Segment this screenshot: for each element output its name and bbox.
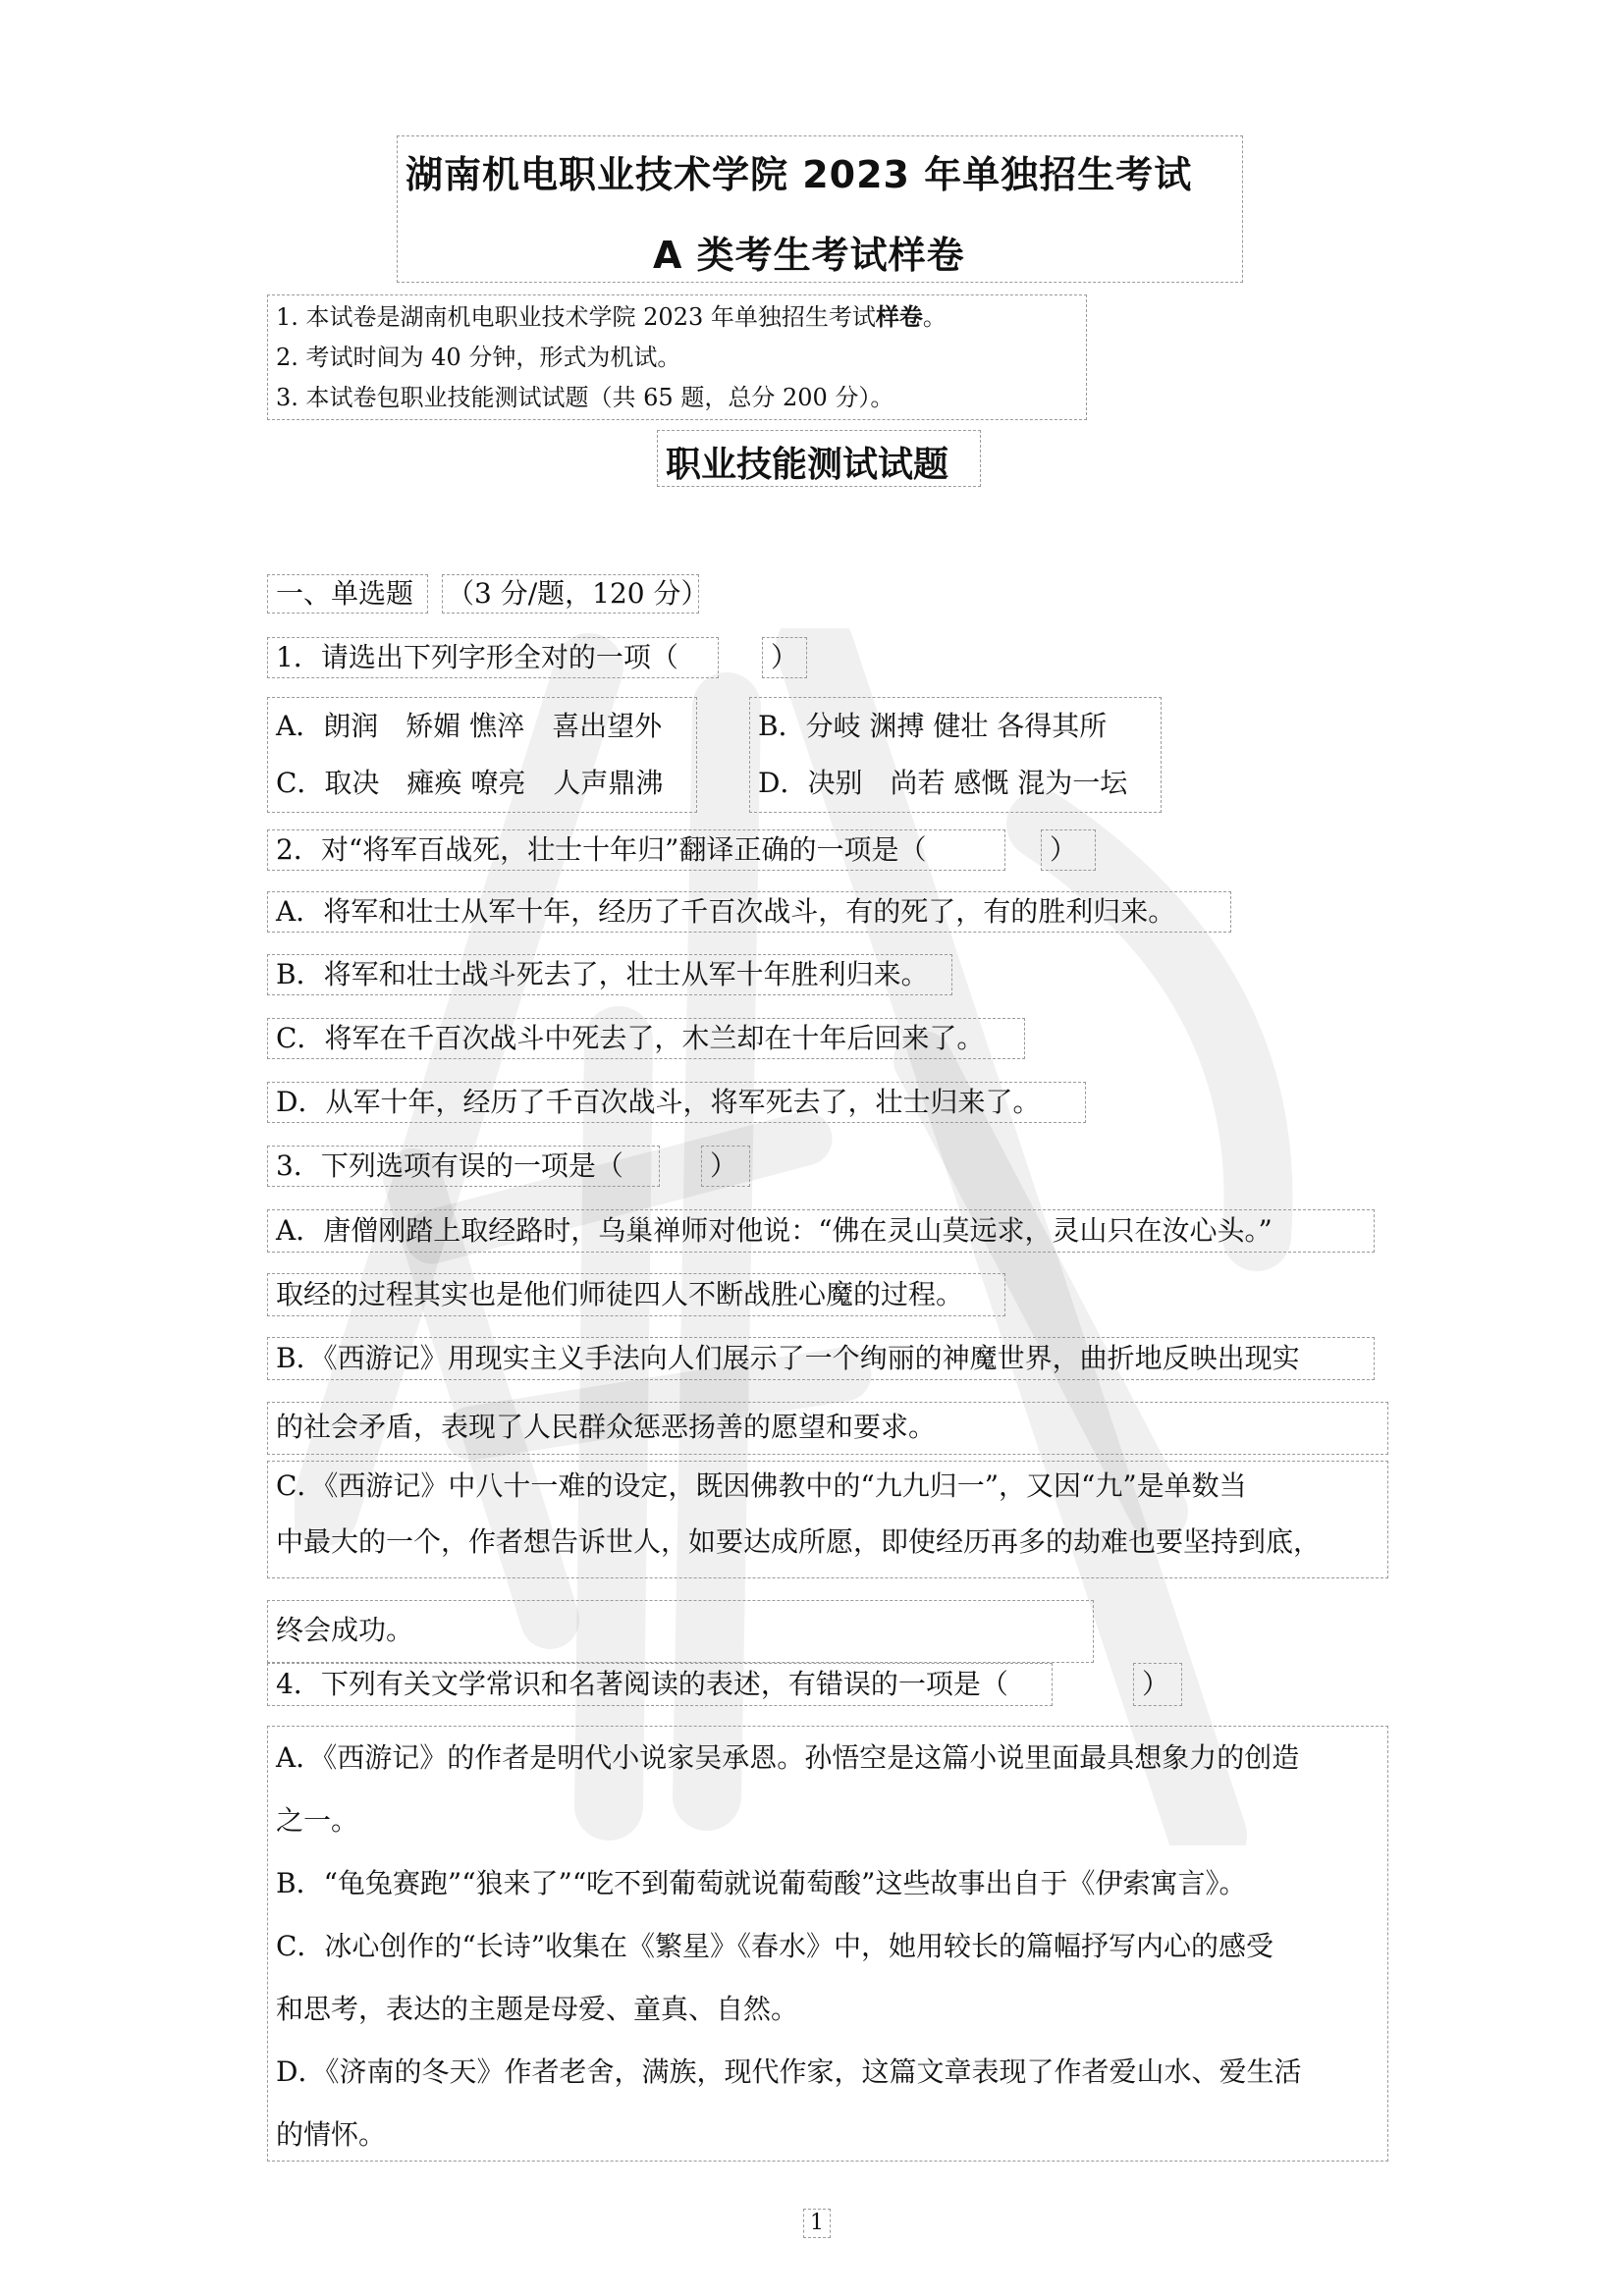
section1-label: 一、单选题: [267, 574, 428, 614]
q3-option-b-line1: B．《西游记》用现实主义手法向人们展示了一个绚丽的神魔世界，曲折地反映出现实: [267, 1337, 1375, 1380]
q3-option-c-line2: 中最大的一个，作者想告诉世人，如要达成所愿，即使经历再多的劫难也要坚持到底，: [276, 1525, 1322, 1558]
note-1-end: 。: [922, 303, 947, 331]
q1-stem: 1．请选出下列字形全对的一项（: [267, 637, 719, 678]
note-2: 2. 考试时间为 40 分钟，形式为机试。: [276, 344, 681, 371]
q2-option-a: A．将军和壮士从军十年，经历了千百次战斗，有的死了，有的胜利归来。: [267, 891, 1231, 933]
q1-options-left: [267, 697, 697, 813]
q4-line-5: 和思考，表达的主题是母爱、童真、自然。: [276, 1993, 799, 2025]
q3-option-c-line1: C．《西游记》中八十一难的设定，既因佛教中的“九九归一”，又因“九”是单数当: [276, 1469, 1247, 1502]
q4-line-1: A．《西游记》的作者是明代小说家吴承恩。孙悟空是这篇小说里面最具想象力的创造: [276, 1741, 1300, 1774]
note-3: 3. 本试卷包职业技能测试试题（共 65 题，总分 200 分）。: [276, 384, 894, 411]
q3-option-c-line3: 终会成功。: [267, 1600, 1094, 1663]
q2-option-c: C．将军在千百次战斗中死去了，木兰却在十年后回来了。: [267, 1018, 1025, 1059]
q4-line-4: C．冰心创作的“长诗”收集在《繁星》《春水》中，她用较长的篇幅抒写内心的感受: [276, 1930, 1274, 1962]
exam-notes: [267, 294, 1087, 420]
q2-stem: 2．对“将军百战死，壮士十年归”翻译正确的一项是（: [267, 829, 1005, 871]
q1-option-d: D．决别 尚若 感慨 混为一坛: [758, 767, 1128, 799]
note-1-text: 1. 本试卷是湖南机电职业技术学院 2023 年单独招生考试: [276, 303, 876, 331]
doc-title-line2: A 类考生考试样卷: [653, 234, 965, 277]
q1-option-c: C．取决 瘫痪 嘹亮 人声鼎沸: [276, 767, 664, 799]
doc-title-line1: 湖南机电职业技术学院 2023 年单独招生考试: [406, 153, 1193, 196]
q4-options: [267, 1726, 1388, 2162]
q4-line-6: D．《济南的冬天》作者老舍，满族，现代作家，这篇文章表现了作者爱山水、爱生活: [276, 2056, 1302, 2088]
page-number: 1: [803, 2209, 831, 2238]
q3-option-a-line1: A．唐僧刚踏上取经路时，乌巢禅师对他说：“佛在灵山莫远求，灵山只在汝心头。”: [267, 1209, 1375, 1253]
note-1: [276, 297, 1086, 338]
note-1-bold: 样卷: [875, 303, 923, 331]
q2-option-d: D．从军十年，经历了千百次战斗，将军死去了，壮士归来了。: [267, 1082, 1086, 1123]
q1-option-a: A．朗润 矫媚 憔淬 喜出望外: [276, 710, 663, 742]
q3-option-b-line2: 的社会矛盾，表现了人民群众惩恶扬善的愿望和要求。: [267, 1402, 1388, 1455]
section-title: 职业技能测试试题: [657, 430, 981, 487]
q3-option-a-line2: 取经的过程其实也是他们师徒四人不断战胜心魔的过程。: [267, 1273, 1005, 1316]
q1-option-b: B．分岐 渊搏 健壮 各得其所: [758, 710, 1108, 742]
q3-paren-close: ）: [701, 1146, 750, 1187]
q1-paren-close: ）: [762, 637, 807, 678]
q4-line-2: 之一。: [276, 1804, 359, 1837]
q3-stem: 3．下列选项有误的一项是（: [267, 1146, 660, 1187]
q4-line-7: 的情怀。: [276, 2118, 387, 2151]
q4-paren-close: ）: [1133, 1663, 1182, 1706]
q2-option-b: B．将军和壮士战斗死去了，壮士从军十年胜利归来。: [267, 954, 952, 995]
q4-stem: 4．下列有关文学常识和名著阅读的表述，有错误的一项是（: [267, 1663, 1053, 1706]
q3-option-c: [267, 1461, 1388, 1578]
q1-options-right: [749, 697, 1162, 813]
doc-title-box: [397, 135, 1243, 283]
q2-paren-close: ）: [1041, 829, 1096, 871]
section1-score: （3 分/题，120 分）: [442, 574, 699, 614]
q4-line-3: B．“龟兔赛跑”“狼来了”“吃不到葡萄就说葡萄酸”这些故事出自于《伊索寓言》。: [276, 1867, 1247, 1899]
